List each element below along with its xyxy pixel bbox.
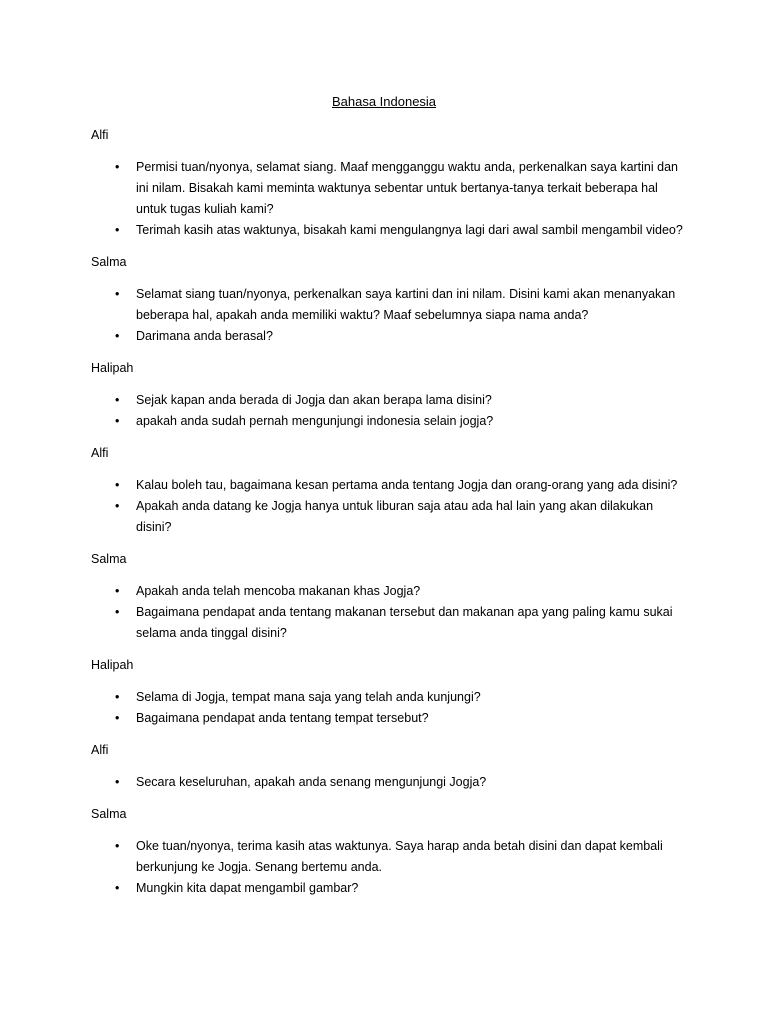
bullet-icon: •	[115, 393, 120, 407]
question-item	[91, 836, 691, 878]
question-list	[91, 772, 691, 793]
bullet-icon: •	[115, 605, 120, 619]
question-text: Permisi tuan/nyonya, selamat siang. Maaf mengganggu waktu anda, perkenalkan saya kartini dan ini nilam. Bisakah kami meminta waktunya sebentar untuk bertanya-tanya terkait beberapa hal untuk tugas kuliah kami?	[136, 160, 678, 216]
bullet-icon: •	[115, 711, 120, 725]
question-item	[91, 326, 691, 347]
question-item	[91, 220, 691, 241]
question-item	[91, 878, 691, 899]
bullet-icon: •	[115, 160, 120, 174]
question-item	[91, 157, 691, 220]
speaker-name: Alfi	[91, 743, 109, 757]
question-item	[91, 602, 691, 644]
bullet-icon: •	[115, 499, 120, 513]
speaker-name: Salma	[91, 807, 127, 821]
question-list	[91, 475, 691, 538]
question-text: Oke tuan/nyonya, terima kasih atas waktunya. Saya harap anda betah disini dan dapat kembali berkunjung ke Jogja. Senang bertemu anda.	[136, 839, 663, 874]
speaker-name: Alfi	[91, 446, 109, 460]
question-item	[91, 581, 691, 602]
speaker-name: Halipah	[91, 361, 134, 375]
question-text: Secara keseluruhan, apakah anda senang mengunjungi Jogja?	[136, 775, 487, 789]
question-text: Sejak kapan anda berada di Jogja dan akan berapa lama disini?	[136, 393, 492, 407]
bullet-icon: •	[115, 690, 120, 704]
question-text: Darimana anda berasal?	[136, 329, 273, 343]
speaker-name: Alfi	[91, 128, 109, 142]
bullet-icon: •	[115, 839, 120, 853]
question-item	[91, 390, 691, 411]
question-list	[91, 581, 691, 644]
question-item	[91, 708, 691, 729]
document-title: Bahasa Indonesia	[331, 94, 437, 109]
bullet-icon: •	[115, 881, 120, 895]
question-text: apakah anda sudah pernah mengunjungi indonesia selain jogja?	[136, 414, 494, 428]
question-list	[91, 836, 691, 899]
question-list	[91, 390, 691, 432]
question-list	[91, 284, 691, 347]
bullet-icon: •	[115, 584, 120, 598]
question-text: Mungkin kita dapat mengambil gambar?	[136, 881, 359, 895]
bullet-icon: •	[115, 775, 120, 789]
question-list	[91, 687, 691, 729]
bullet-icon: •	[115, 478, 120, 492]
question-item	[91, 284, 691, 326]
question-text: Selama di Jogja, tempat mana saja yang telah anda kunjungi?	[136, 690, 481, 704]
question-text: Terimah kasih atas waktunya, bisakah kami mengulangnya lagi dari awal sambil mengambil video?	[136, 223, 683, 237]
question-text: Selamat siang tuan/nyonya, perkenalkan saya kartini dan ini nilam. Disini kami akan menanyakan beberapa hal, apakah anda memiliki waktu? Maaf sebelumnya siapa nama anda?	[136, 287, 676, 322]
question-item	[91, 496, 691, 538]
question-text: Kalau boleh tau, bagaimana kesan pertama anda tentang Jogja dan orang-orang yang ada disini?	[136, 478, 678, 492]
speaker-name: Salma	[91, 552, 127, 566]
bullet-icon: •	[115, 223, 120, 237]
bullet-icon: •	[115, 414, 120, 428]
bullet-icon: •	[115, 329, 120, 343]
question-item	[91, 411, 691, 432]
document-body	[91, 125, 691, 910]
question-text: Bagaimana pendapat anda tentang makanan tersebut dan makanan apa yang paling kamu sukai selama anda tinggal disini?	[136, 605, 673, 640]
bullet-icon: •	[115, 287, 120, 301]
speaker-name: Halipah	[91, 658, 134, 672]
question-list	[91, 157, 691, 241]
question-item	[91, 475, 691, 496]
question-item	[91, 687, 691, 708]
question-text: Apakah anda telah mencoba makanan khas Jogja?	[136, 584, 421, 598]
question-text: Bagaimana pendapat anda tentang tempat tersebut?	[136, 711, 429, 725]
question-item	[91, 772, 691, 793]
speaker-name: Salma	[91, 255, 127, 269]
question-text: Apakah anda datang ke Jogja hanya untuk liburan saja atau ada hal lain yang akan dilakukan disini?	[136, 499, 654, 534]
